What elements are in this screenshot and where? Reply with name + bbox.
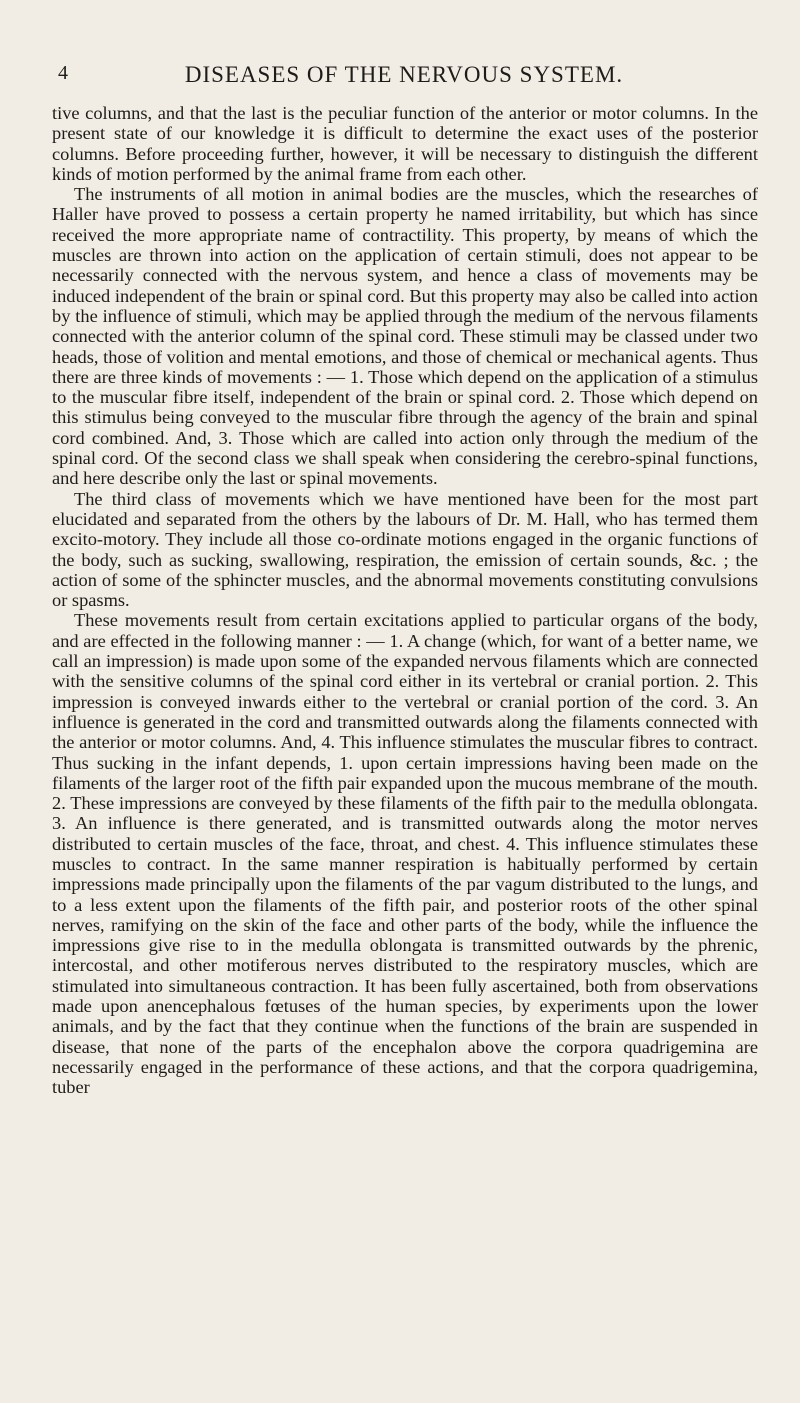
running-title: DISEASES OF THE NERVOUS SYSTEM. <box>184 62 624 87</box>
page-number: 4 <box>58 62 69 84</box>
body-text <box>52 103 758 1098</box>
paragraph: The third class of movements which we have mentioned have been for the most part elucidated and separated from the others by the labours of Dr. M. Hall, who has termed them excito-motory. They include all those co-ordinate motions engaged in the organic functions of the body, such as sucking, swallowing, respiration, the emission of certain sounds, &c. ; the action of some of the sphincter muscles, and the abnormal movements constituting convulsions or spasms. <box>52 488 758 611</box>
paragraph: The instruments of all motion in animal bodies are the muscles, which the researches of Haller have proved to possess a certain property he named irritability, but which has since received the more appropriate name of contractility. This property, by means of which the muscles are thrown into action on the application of certain stimuli, does not appear to be necessarily connected with the nervous system, and hence a class of movements may be induced independent of the brain or spinal cord. But this property may also be called into action by the influence of stimuli, which may be applied through the medium of the nervous filaments connected with the anterior column of the spinal cord. These stimuli may be classed under two heads, those of volition and mental emotions, and those of chemical or mechanical agents. Thus there are three kinds of movements : — 1. Those which depend on the application of a stimulus to the muscular fibre itself, independent of the brain or spinal cord. 2. Those which depend on this stimulus being conveyed to the muscular fibre through the agency of the brain and spinal cord combined. And, 3. Those which are called into action only through the medium of the spinal cord. Of the second class we shall speak when considering the cerebro-spinal functions, and here describe only the last or spinal movements. <box>52 184 758 489</box>
paragraph: tive columns, and that the last is the peculiar function of the anterior or motor columns. In the present state of our knowledge it is difficult to determine the exact uses of the posterior columns. Before proceeding further, however, it will be necessary to distinguish the different kinds of motion performed by the animal frame from each other. <box>52 103 758 184</box>
page-header <box>52 62 756 90</box>
paragraph: These movements result from certain excitations applied to particular organs of the body, and are effected in the following manner : — 1. A change (which, for want of a better name, we call an impression) is made upon some of the expanded nervous filaments which are connected with the sensitive columns of the spinal cord either in its vertebral or cranial portion. 2. This impression is conveyed inwards either to the vertebral or cranial portion of the cord. 3. An influence is generated in the cord and transmitted outwards along the filaments connected with the anterior or motor columns. And, 4. This influence stimulates the muscular fibres to contract. Thus sucking in the infant depends, 1. upon certain impressions having been made on the filaments of the larger root of the fifth pair expanded upon the mucous membrane of the mouth. 2. These impressions are conveyed by these filaments of the fifth pair to the medulla oblongata. 3. An influence is there generated, and is transmitted outwards along the motor nerves distributed to certain muscles of the face, throat, and chest. 4. This influence stimulates these muscles to contract. In the same manner respiration is habitually performed by certain impressions made principally upon the filaments of the par vagum distributed to the lungs, and to a less extent upon the filaments of the fifth pair, and posterior roots of the other spinal nerves, ramifying on the skin of the face and other parts of the body, while the influence the impressions give rise to in the medulla oblongata is transmitted outwards by the phrenic, intercostal, and other motiferous nerves distributed to the respiratory muscles, which are stimulated into simultaneous contraction. It has been fully ascertained, both from observations made upon anencephalous fœtuses of the human species, by experiments upon the lower animals, and by the fact that they continue when the functions of the brain are suspended in disease, that none of the parts of the encephalon above the corpora quadrigemina are necessarily engaged in the performance of these actions, and that the corpora quadrigemina, tuber <box>52 610 758 1098</box>
